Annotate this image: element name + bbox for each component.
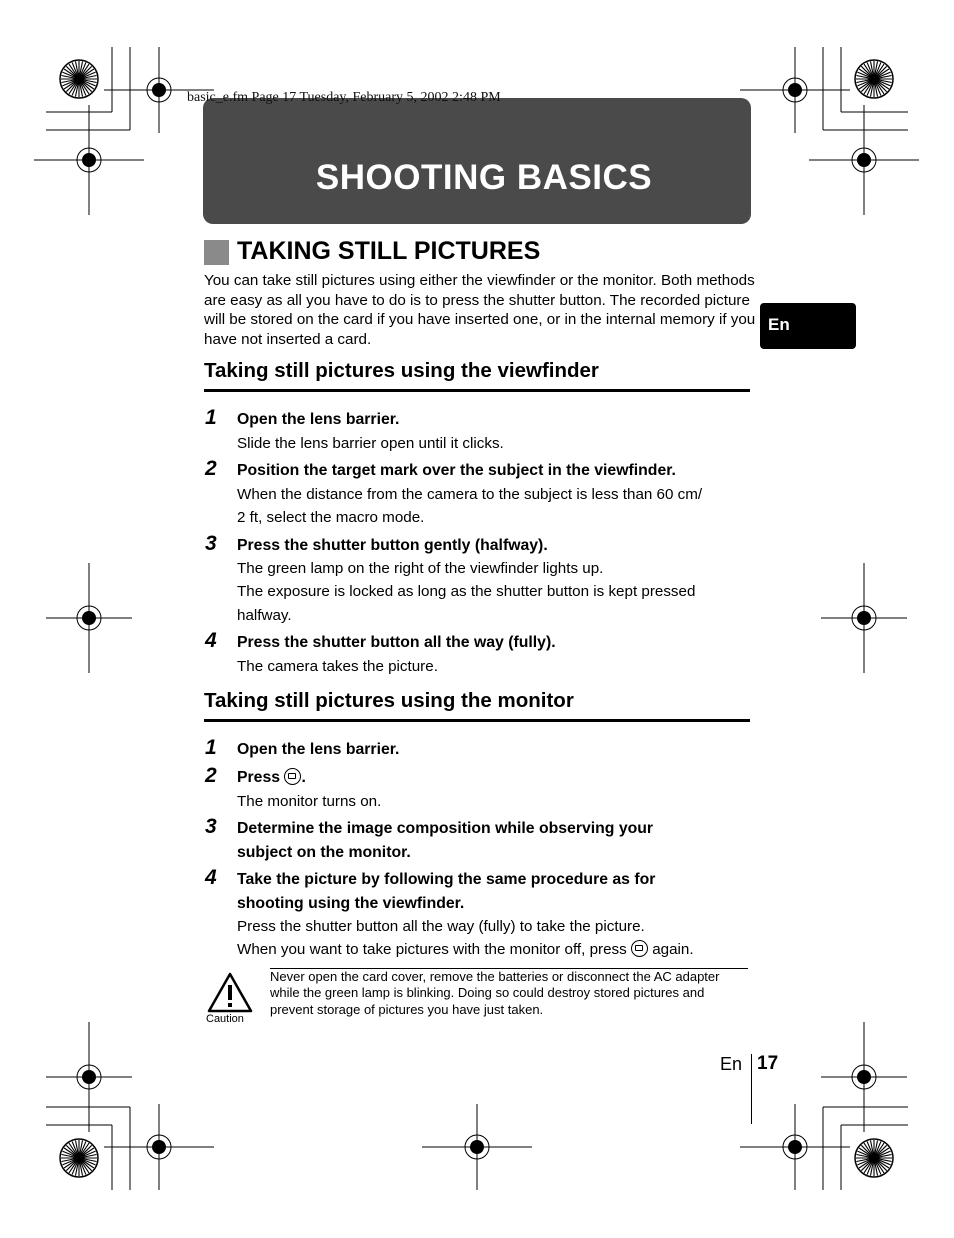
step-text: halfway. [237,607,292,624]
step-text: 2 ft, select the macro mode. [237,509,425,526]
monitor-heading: Taking still pictures using the monitor [204,689,574,712]
step-heading-text: Press [237,769,281,786]
print-metadata: basic_e.fm Page 17 Tuesday, February 5, 2002 2:48 PM [187,90,501,105]
step-text: The exposure is locked as long as the shutter button is kept pressed [237,583,696,600]
step-number: 3 [205,815,217,838]
step-text: Press the shutter button all the way (fully) to take the picture. [237,918,645,935]
monitor-button-icon [631,940,648,957]
step-heading-suffix: . [301,769,306,786]
step-heading: Open the lens barrier. [237,741,400,758]
step-text: The green lamp on the right of the viewfinder lights up. [237,560,604,577]
caution-label: Caution [206,1013,244,1025]
section-title: TAKING STILL PICTURES [237,237,541,265]
step-text: Slide the lens barrier open until it clicks. [237,435,504,452]
section-marker-icon [204,240,229,265]
language-tab-label: En [768,315,790,334]
step-number: 1 [205,736,217,759]
heading-rule [204,719,750,722]
step-number: 4 [205,866,217,889]
caution-text: Never open the card cover, remove the batteries or disconnect the AC adapter while the green lamp is blinking. Doing so could destroy stored pictures and prevent storage of pictures you have just taken. [270,969,720,1017]
step-text: The camera takes the picture. [237,658,438,675]
step-heading: Press the shutter button all the way (fully). [237,634,556,651]
step-text-prefix: When you want to take pictures with the monitor off, press [237,941,627,958]
step-number: 1 [205,406,217,429]
step-number: 2 [205,457,217,480]
step-heading: subject on the monitor. [237,844,411,861]
caution-icon [207,972,253,1014]
step-text-suffix: again. [652,941,694,958]
step-heading: Take the picture by following the same procedure as for [237,871,656,888]
monitor-button-icon [284,768,301,785]
step-text: The monitor turns on. [237,793,382,810]
step-number: 4 [205,629,217,652]
language-tab [760,303,856,349]
step-heading: Open the lens barrier. [237,411,400,428]
heading-rule [204,389,750,392]
step-text: When the distance from the camera to the subject is less than 60 cm/ [237,486,703,503]
step-heading: Determine the image composition while observing your [237,820,654,837]
step-heading: Press the shutter button gently (halfway). [237,537,548,554]
footer-divider [751,1054,752,1124]
intro-paragraph: You can take still pictures using either the viewfinder or the monitor. Both methods are easy as all you have to do is to press the shutter button. The recorded picture will be stored on the card if you have inserted one, or in the internal memory if you have not inserted a card. [204,272,756,349]
step-heading [237,766,306,790]
viewfinder-heading: Taking still pictures using the viewfinder [204,359,599,382]
step-number: 2 [205,764,217,787]
page-number: 17 [757,1053,779,1074]
step-heading: shooting using the viewfinder. [237,895,465,912]
step-heading: Position the target mark over the subject in the viewfinder. [237,462,676,479]
step-number: 3 [205,532,217,555]
step-text [237,938,694,962]
footer-language: En [720,1054,743,1074]
chapter-title: SHOOTING BASICS [315,158,653,197]
